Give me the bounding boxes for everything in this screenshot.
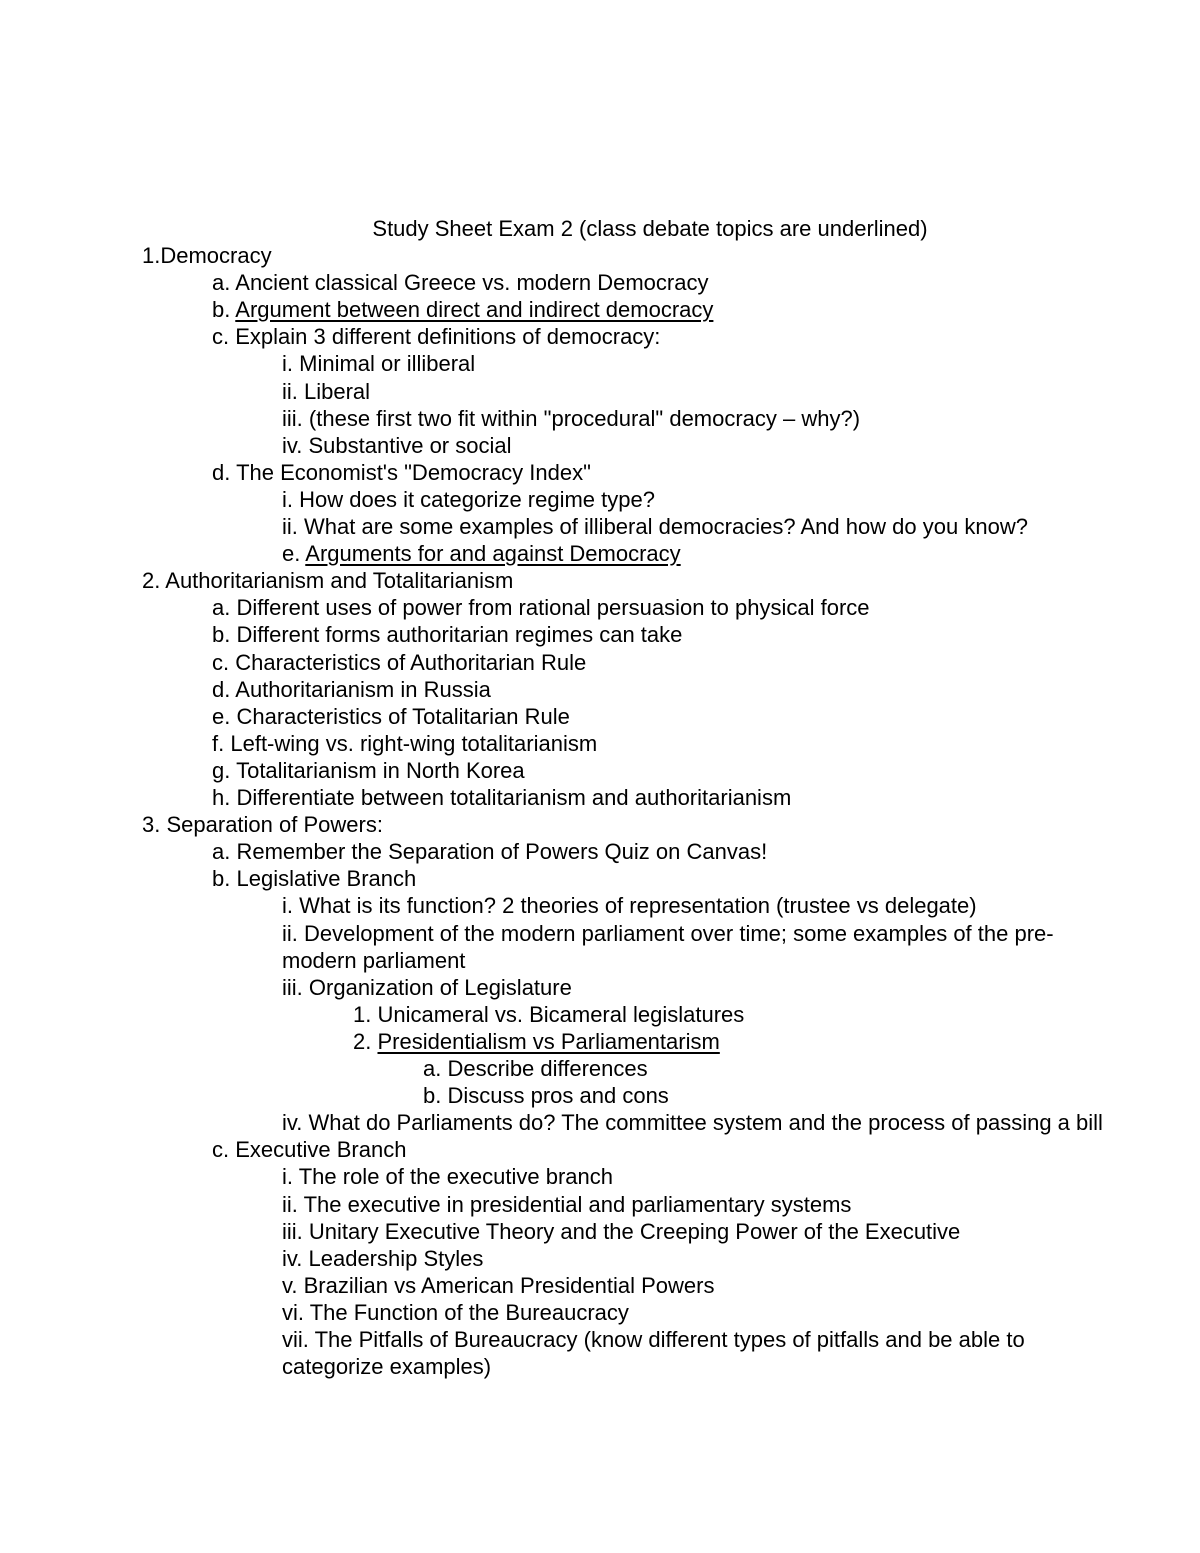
outline-item <box>282 920 1054 947</box>
outline-item <box>282 1272 714 1299</box>
outline-item-marker: c. <box>212 649 230 675</box>
outline-item <box>353 1001 744 1028</box>
outline-item <box>282 974 572 1001</box>
outline-item-marker: d. <box>212 676 231 702</box>
debate-topic-text: Presidentialism vs Parliamentarism <box>377 1028 720 1054</box>
outline-item <box>142 242 272 269</box>
outline-item <box>282 1191 851 1218</box>
outline-item-text: Authoritarianism in Russia <box>235 676 491 702</box>
outline-item <box>282 892 977 919</box>
outline-item-marker: iv. <box>282 432 303 458</box>
outline-item-text: Liberal <box>304 378 371 404</box>
outline-item <box>282 405 860 432</box>
outline-item-marker: g. <box>212 757 231 783</box>
outline-item <box>282 947 465 974</box>
outline-item <box>423 1082 669 1109</box>
outline-item-text: The Function of the Bureaucracy <box>309 1299 629 1325</box>
outline-item <box>353 1028 720 1055</box>
outline-item <box>282 1299 629 1326</box>
outline-item-marker: v. <box>282 1272 298 1298</box>
outline-item-marker: i. <box>282 486 293 512</box>
outline-item-text: Substantive or social <box>308 432 512 458</box>
outline-item-marker: c. <box>212 324 230 350</box>
outline-item-text: categorize examples) <box>282 1354 492 1380</box>
outline-item <box>212 459 591 486</box>
outline-item-text: Discuss pros and cons <box>447 1083 669 1109</box>
outline-item-text: Remember the Separation of Powers Quiz on Canvas! <box>236 839 768 865</box>
outline-item <box>282 1245 483 1272</box>
outline-item <box>212 865 416 892</box>
outline-item <box>282 378 370 405</box>
outline-item-text: Characteristics of Authoritarian Rule <box>235 649 587 675</box>
outline-item-text: Explain 3 different definitions of democracy: <box>235 324 661 350</box>
outline-item-marker: 1.Democracy <box>142 243 272 268</box>
outline-item-text: Differentiate between totalitarianism and authoritarianism <box>236 785 792 810</box>
outline-item-marker: f. <box>212 730 225 756</box>
outline-item-marker: b. <box>212 866 231 892</box>
outline-item <box>282 1163 613 1190</box>
outline-item-marker: iv. <box>282 1110 303 1136</box>
outline-item-marker: a. <box>423 1056 442 1081</box>
outline-item-marker: iii. <box>282 974 303 1000</box>
outline-item-text: The Pitfalls of Bureaucracy (know different types of pitfalls and be able to <box>314 1327 1025 1352</box>
outline-item-marker: a. <box>212 839 231 865</box>
outline-item-text: (these first two fit within "procedural" democracy – why?) <box>308 405 861 431</box>
outline-item-text: Left-wing vs. right-wing totalitarianism <box>230 730 598 756</box>
outline-item <box>282 1109 1103 1136</box>
outline-item <box>282 513 1028 540</box>
outline-item <box>282 432 512 459</box>
outline-item <box>212 621 682 648</box>
outline-item <box>212 730 597 757</box>
outline-item-marker: i. <box>282 1164 293 1190</box>
outline-item-marker: 1. <box>353 1001 372 1027</box>
outline-item <box>212 757 525 784</box>
outline-item-marker: vi. <box>282 1299 304 1325</box>
outline-item-marker: b. <box>212 622 231 648</box>
outline-item-text: Legislative Branch <box>236 866 417 892</box>
outline-item <box>212 676 491 703</box>
outline-item <box>282 1218 960 1245</box>
outline-item <box>282 1353 491 1380</box>
outline-item <box>212 594 870 621</box>
outline-item <box>212 269 708 296</box>
outline-item-text: Describe differences <box>447 1056 648 1081</box>
outline-item <box>142 567 513 594</box>
outline-item-text: Separation of Powers: <box>166 812 383 838</box>
outline-item-marker: c. <box>212 1137 230 1163</box>
outline-item <box>282 350 475 377</box>
debate-topic-text: Arguments for and against Democracy <box>305 541 681 567</box>
outline-item-text: modern parliament <box>282 947 466 973</box>
outline-item <box>142 811 383 838</box>
outline-item <box>212 703 570 730</box>
document-title: Study Sheet Exam 2 (class debate topics are underlined) <box>372 216 928 241</box>
outline-item-marker: ii. <box>282 920 298 946</box>
outline-item <box>423 1055 648 1082</box>
outline-item <box>212 784 791 811</box>
outline-item <box>212 296 713 323</box>
outline-item-text: How does it categorize regime type? <box>299 486 655 512</box>
outline-item-marker: b. <box>423 1083 442 1109</box>
outline-item-text: Totalitarianism in North Korea <box>236 757 525 783</box>
outline-item-marker: vii. <box>282 1327 309 1352</box>
outline-item-marker: 3. <box>142 812 161 838</box>
outline-item-marker: iii. <box>282 1218 303 1244</box>
outline-item <box>282 486 655 513</box>
outline-item-marker: e. <box>282 541 301 567</box>
outline-item-marker: e. <box>212 703 231 729</box>
outline-item-marker: iv. <box>282 1245 303 1271</box>
outline-item <box>212 838 767 865</box>
debate-topic-text: Argument between direct and indirect democracy <box>235 297 714 323</box>
outline-item-text: Authoritarianism and Totalitarianism <box>165 568 514 594</box>
outline-item-text: Organization of Legislature <box>308 974 572 1000</box>
outline-item-marker: a. <box>212 595 231 621</box>
outline-item-text: Ancient classical Greece vs. modern Democracy <box>235 270 709 296</box>
outline-item <box>212 649 586 676</box>
outline-item-text: Leadership Styles <box>308 1245 484 1271</box>
outline-item-text: What are some examples of illiberal democracies? And how do you know? <box>304 514 1028 539</box>
outline-item-text: Brazilian vs American Presidential Powers <box>303 1272 715 1298</box>
outline-item-marker: iii. <box>282 405 303 431</box>
outline-item-text: Unicameral vs. Bicameral legislatures <box>377 1001 745 1027</box>
outline-item-text: What do Parliaments do? The committee system and the process of passing a bill <box>308 1110 1103 1136</box>
outline-item-marker: 2. <box>142 568 161 594</box>
outline-item-marker: h. <box>212 785 231 810</box>
outline-item-text: Characteristics of Totalitarian Rule <box>236 703 570 729</box>
outline-item-text: Development of the modern parliament over time; some examples of the pre- <box>304 920 1054 946</box>
outline-item <box>212 323 660 350</box>
outline-item-marker: d. <box>212 459 231 485</box>
outline-item <box>282 540 681 567</box>
outline-item <box>282 1326 1025 1353</box>
outline-item-text: What is its function? 2 theories of representation (trustee vs delegate) <box>299 893 977 919</box>
outline-item-text: The role of the executive branch <box>298 1164 614 1190</box>
outline-item <box>212 1136 406 1163</box>
outline-item-marker: 2. <box>353 1028 372 1054</box>
outline-item-text: Minimal or illiberal <box>299 351 476 377</box>
outline-item-marker: i. <box>282 893 293 919</box>
outline-item-marker: ii. <box>282 1191 298 1217</box>
outline-item-text: Different forms authoritarian regimes can take <box>236 622 683 648</box>
outline-item-text: Executive Branch <box>235 1137 407 1163</box>
outline-item-marker: a. <box>212 270 231 296</box>
outline-item-text: The executive in presidential and parliamentary systems <box>303 1191 852 1217</box>
outline-item-marker: i. <box>282 351 293 377</box>
outline-item-text: The Economist's "Democracy Index" <box>236 459 591 485</box>
outline-item-text: Unitary Executive Theory and the Creeping Power of the Executive <box>308 1218 961 1244</box>
outline-item-text: Different uses of power from rational persuasion to physical force <box>236 595 870 621</box>
outline-item-marker: ii. <box>282 514 298 539</box>
outline-item-marker: ii. <box>282 378 298 404</box>
outline-item-marker: b. <box>212 297 231 323</box>
